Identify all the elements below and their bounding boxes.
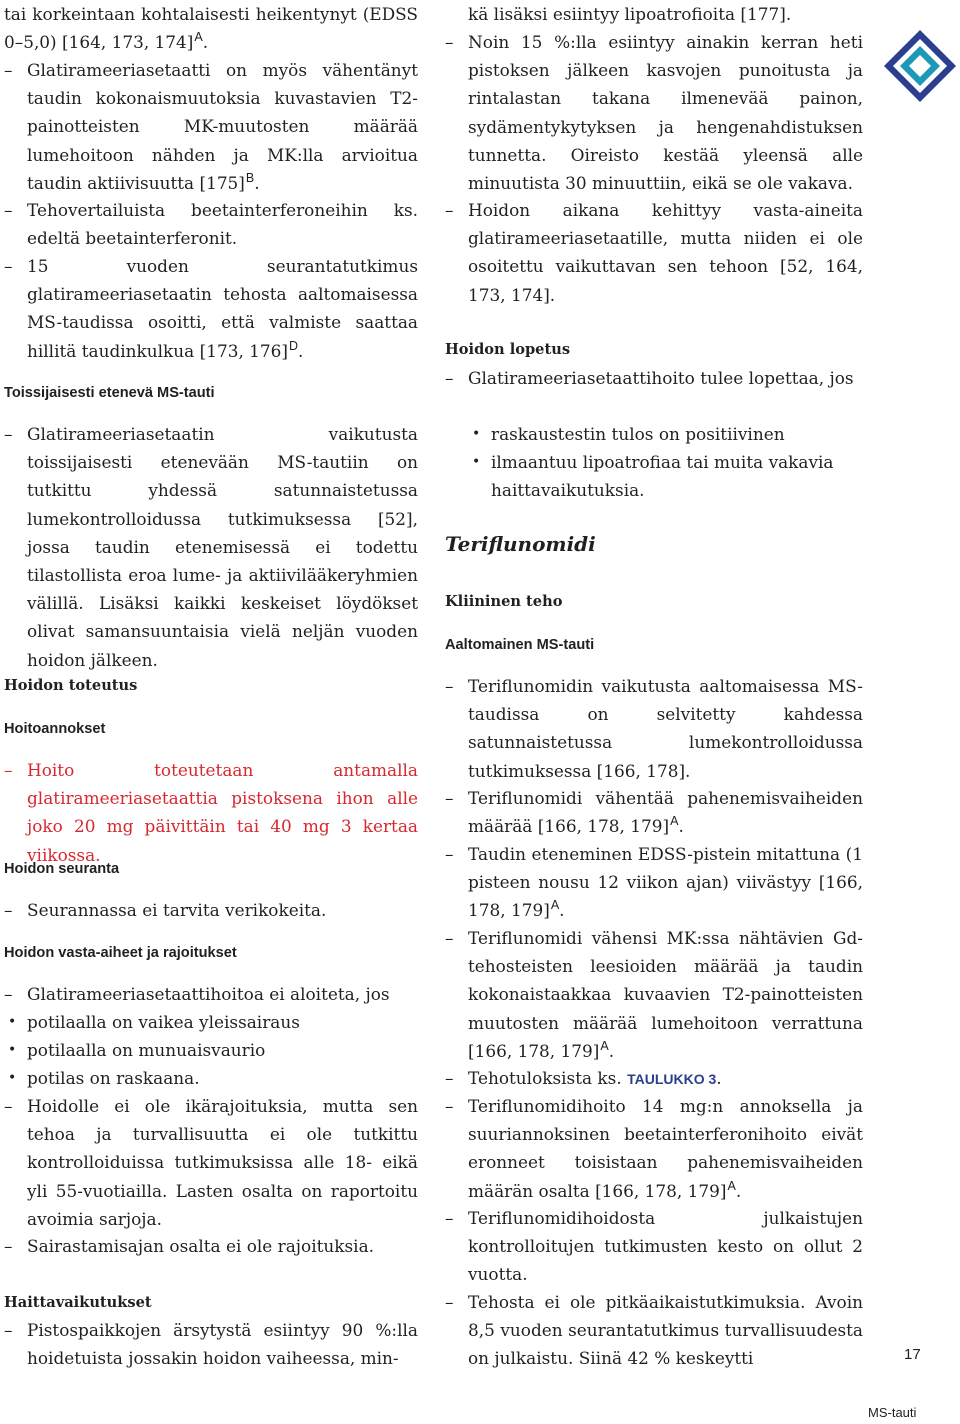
dash-item: – Teriflunomidihoito 14 mg:n annoksella ja suuriannoksinen beetainterferonihoito eivät eronneet toisistaan pahenemisvaiheiden määrän osalta [166, 178, 179]$^A$. <box>445 1096 863 1201</box>
section-heading: Aaltomainen MS-tauti <box>445 637 595 653</box>
section-heading: Hoitoannokset <box>4 721 106 737</box>
bullet-item: • raskaustestin tulos on positiivinen <box>472 424 785 444</box>
paragraph-continuation: tai korkeintaan kohtalaisesti heikentynyt (EDSS 0–5,0) [164, 173, 174]$^A$. <box>4 4 418 53</box>
dash-item-highlight: – Hoito toteutetaan antamalla glatirameeriasetaattia pistoksena ihon alle joko 20 mg päivittäin tai 40 mg 3 kertaa viikossa. <box>4 760 418 865</box>
dash-item: – Hoidon aikana kehittyy vasta-aineita glatirameeriasetaatille, mutta niiden ei ole osoitettu vaikuttavan sen tehoon [52, 164, 173, 174]. <box>445 200 863 305</box>
section-heading: Haittavaikutukset <box>4 1294 152 1311</box>
table-reference-link[interactable]: TAULUKKO 3 <box>627 1071 717 1087</box>
bullet-item: • potilaalla on vaikea yleissairaus <box>8 1012 300 1032</box>
dash-item: – Noin 15 %:lla esiintyy ainakin kerran heti pistoksen jälkeen kasvojen punoitusta ja rintalastan takana ilmenevää painon, sydämentykytyksen ja hengenahdistuksen tunnetta. Oireisto kestää yleensä alle minuutista 30 minuuttiin, eikä se ole vakava. <box>445 32 863 194</box>
section-heading: Hoidon seuranta <box>4 861 120 877</box>
dash-item: – Teriflunomidihoidosta julkaistujen kontrolloitujen tutkimusten kesto on ollut 2 vuotta. <box>445 1208 863 1285</box>
dash-item: – Hoidolle ei ole ikärajoituksia, mutta sen tehoa ja turvallisuutta ei ole tutkittu kontrolloiduissa tutkimuksissa alle 18- eikä yli 55-vuotiailla. Lasten osalta on raportoitu avoimia sarjoja. <box>4 1096 418 1229</box>
dash-item: – Taudin eteneminen EDSS-pistein mitattuna (1 pisteen nousu 12 viikon ajan) viivästyy [166, 178, 179]$^A$. <box>445 844 863 921</box>
dash-item: – Glatirameeriasetaattihoitoa ei aloiteta, jos <box>4 984 390 1004</box>
dash-item: – Teriflunomidin vaikutusta aaltomaisessa MS-taudissa on selvitetty kahdessa satunnaistetussa lumekontrolloidussa tutkimuksessa [166, 178]. <box>445 676 863 781</box>
dash-item: – 15 vuoden seurantatutkimus glatirameeriasetaatin tehosta aaltomaisessa MS-taudissa osoitti, että valmiste saattaa hillitä taudinkulkua [173, 176]$^D$. <box>4 256 418 361</box>
dash-item: – Tehosta ei ole pitkäaikaistutkimuksia. Avoin 8,5 vuoden seurantatutkimus turvallisuudesta on julkaistu. Siinä 42 % keskeytti <box>445 1292 863 1369</box>
dash-item: – Tehovertailuista beetainterferoneihin ks. edeltä beetainterferonit. <box>4 200 418 249</box>
bullet-item: • potilaalla on munuaisvaurio <box>8 1040 266 1060</box>
dash-item-continuation: kä lisäksi esiintyy lipoatrofioita [177]. <box>468 4 792 24</box>
dash-item: – Seurannassa ei tarvita verikokeita. <box>4 900 327 920</box>
footer-title: MS-tauti <box>868 1405 917 1420</box>
section-heading: Hoidon lopetus <box>445 341 571 358</box>
dash-item: – Pistospaikkojen ärsytystä esiintyy 90 %:lla hoidetuista jossakin hoidon vaiheessa, min- <box>4 1320 418 1369</box>
dash-item: – Sairastamisajan osalta ei ole rajoituksia. <box>4 1236 375 1256</box>
bullet-item: • ilmaantuu lipoatrofiaa tai muita vakavia haittavaikutuksia. <box>472 452 834 501</box>
dash-item: – Glatirameeriasetaatin vaikutusta toissijaisesti etenevään MS-tautiin on tutkittu yhdessä satunnaistetussa lumekontrolloidussa tutkimuksessa [52], jossa taudin etenemisessä ei todettu tilastollista eroa lume- ja aktiivilääkeryhmien välillä. Lisäksi kaikki keskeiset löydökset olivat samansuuntaisia vielä neljän vuoden hoidon jälkeen. <box>4 424 418 670</box>
dash-item: – Tehotuloksista ks. TAULUKKO 3. <box>445 1068 722 1088</box>
dash-item: – Glatirameeriasetaatti on myös vähentänyt taudin kokonaismuutoksia kuvastavien T2-painotteisten MK-muutosten määrää lumehoitoon nähden ja MK:lla arvioitua taudin aktiivisuutta $[175]^B$. <box>4 60 418 193</box>
section-heading: Hoidon vasta-aiheet ja rajoitukset <box>4 945 237 961</box>
drug-heading: Teriflunomidi <box>445 532 596 556</box>
page-number: 17 <box>904 1346 921 1363</box>
section-heading: Toissijaisesti etenevä MS-tauti <box>4 385 215 401</box>
bullet-item: • potilas on raskaana. <box>8 1068 200 1088</box>
dash-item: – Teriflunomidi vähentää pahenemisvaiheiden määrää [166, 178, 179]$^A$. <box>445 788 863 837</box>
section-heading: Hoidon toteutus <box>4 677 138 694</box>
diamond-logo-icon <box>880 26 960 106</box>
dash-item: – Teriflunomidi vähensi MK:ssa nähtävien Gd-tehosteisten leesioiden määrää ja taudin kokonaistaakkaa kuvaavien T2-painotteisten muutosten määrää lumehoitoon verrattuna [166, 178, 179]$^A$. <box>445 928 863 1061</box>
section-heading: Kliininen teho <box>445 593 563 610</box>
dash-item: – Glatirameeriasetaattihoito tulee lopettaa, jos <box>445 368 854 388</box>
